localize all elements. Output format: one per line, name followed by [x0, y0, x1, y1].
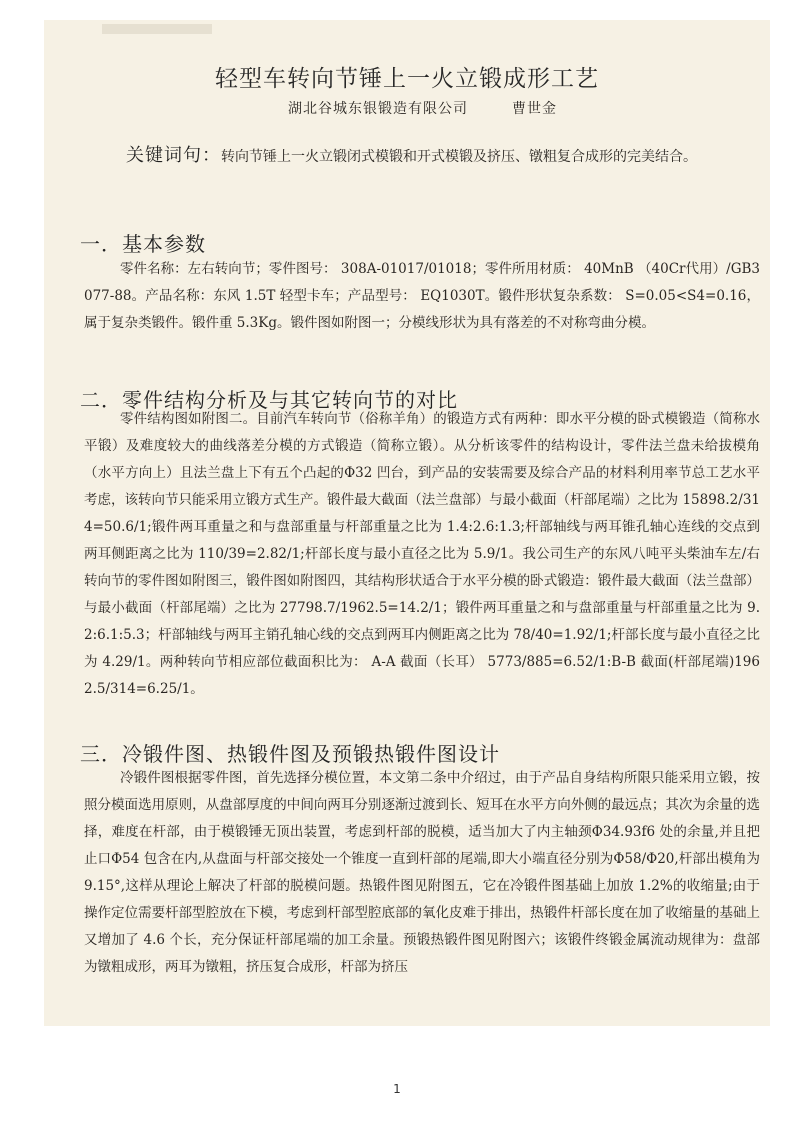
keywords-paragraph	[80, 142, 752, 171]
section-paragraph: 冷锻件图根据零件图，首先选择分模位置，本文第二条中介绍过，由于产品自身结构所限只能采用立锻，按照分模面选用原则，从盘部厚度的中间向两耳分别逐渐过渡到长、短耳在水平方向外侧的最远点；其次为余量的选择，难度在杆部，由于模锻锤无顶出装置，考虑到杆部的脱模，适当加大了内主轴颈Φ34.93f6 处的余量,并且把止口Φ54 包含在内,从盘面与杆部交接处一个锥度一直到杆部的尾端,即大小端直径分别为Φ58/Φ20,杆部出模角为 9.15°,这样从理论上解决了杆部的脱模问题。热锻件图见附图五，它在冷锻件图基础上加放 1.2%的收缩量;由于操作定位需要杆部型腔放在下模，考虑到杆部型腔底部的氧化皮难于排出，热锻件杆部长度在加了收缩量的基础上又增加了 4.6 个长，充分保证杆部尾端的加工余量。预锻热锻件图见附图六；该锻件终锻金属流动规律为：盘部为镦粗成形，两耳为镦粗，挤压复合成形，杆部为挤压	[84, 770, 760, 975]
affiliation: 湖北谷城东银锻造有限公司	[288, 101, 468, 117]
document-title: 轻型车转向节锤上一火立锻成形工艺	[215, 66, 599, 92]
section-heading: 三．冷锻件图、热锻件图及预锻热锻件图设计	[80, 742, 500, 766]
section-heading: 二．零件结构分析及与其它转向节的对比	[80, 388, 458, 412]
byline	[288, 98, 557, 118]
scan-artifact	[102, 24, 212, 34]
section-heading: 一．基本参数	[80, 232, 206, 256]
section-paragraph: 零件结构图如附图二。目前汽车转向节（俗称羊角）的锻造方式有两种：即水平分模的卧式模锻造（简称水平锻）及难度较大的曲线落差分模的方式锻造（简称立锻）。从分析该零件的结构设计，零件法兰盘未给拔模角（水平方向上）且法兰盘上下有五个凸起的Φ32 凹台，到产品的安装需要及综合产品的材料利用率节总工艺水平考虑，该转向节只能采用立锻方式生产。锻件最大截面（法兰盘部）与最小截面（杆部尾端）之比为 15898.2/314=50.6/1;锻件两耳重量之和与盘部重量与杆部重量之比为 1.4:2.6:1.3;杆部轴线与两耳锥孔轴心连线的交点到两耳侧距离之比为 110/39=2.82/1;杆部长度与最小直径之比为 5.9/1。我公司生产的东风八吨平头柴油车左/右转向节的零件图如附图三，锻件图如附图四，其结构形状适合于水平分模的卧式锻造：锻件最大截面（法兰盘部）与最小截面（杆部尾端）之比为 27798.7/1962.5=14.2/1；锻件两耳重量之和与盘部重量与杆部重量之比为 9.2:6.1:5.3；杆部轴线与两耳主销孔轴心线的交点到两耳内侧距离之比为 78/40=1.92/1;杆部长度与最小直径之比为 4.29/1。两种转向节相应部位截面积比为： A-A 截面（长耳） 5773/885=6.52/1:B-B 截面(杆部尾端)1962.5/314=6.25/1。	[84, 411, 760, 697]
keywords-label: 关键词句：	[126, 145, 221, 166]
page-number: 1	[393, 1082, 401, 1096]
keywords-text: 转向节锤上一火立锻闭式模锻和开式模锻及挤压、镦粗复合成形的完美结合。	[221, 149, 697, 165]
author-name: 曹世金	[512, 101, 557, 117]
scanned-page	[44, 20, 770, 1026]
section-paragraph: 零件名称：左右转向节；零件图号： 308A-01017/01018；零件所用材质： 40MnB （40Cr代用）/GB3077-88。产品名称：东风 1.5T 轻型卡车；产品型号： EQ1030T。锻件形状复杂系数： S=0.05<S4=0.16，属于复杂类锻件。锻件重 5.3Kg。锻件图如附图一；分模线形状为具有落差的不对称弯曲分模。	[84, 261, 760, 331]
